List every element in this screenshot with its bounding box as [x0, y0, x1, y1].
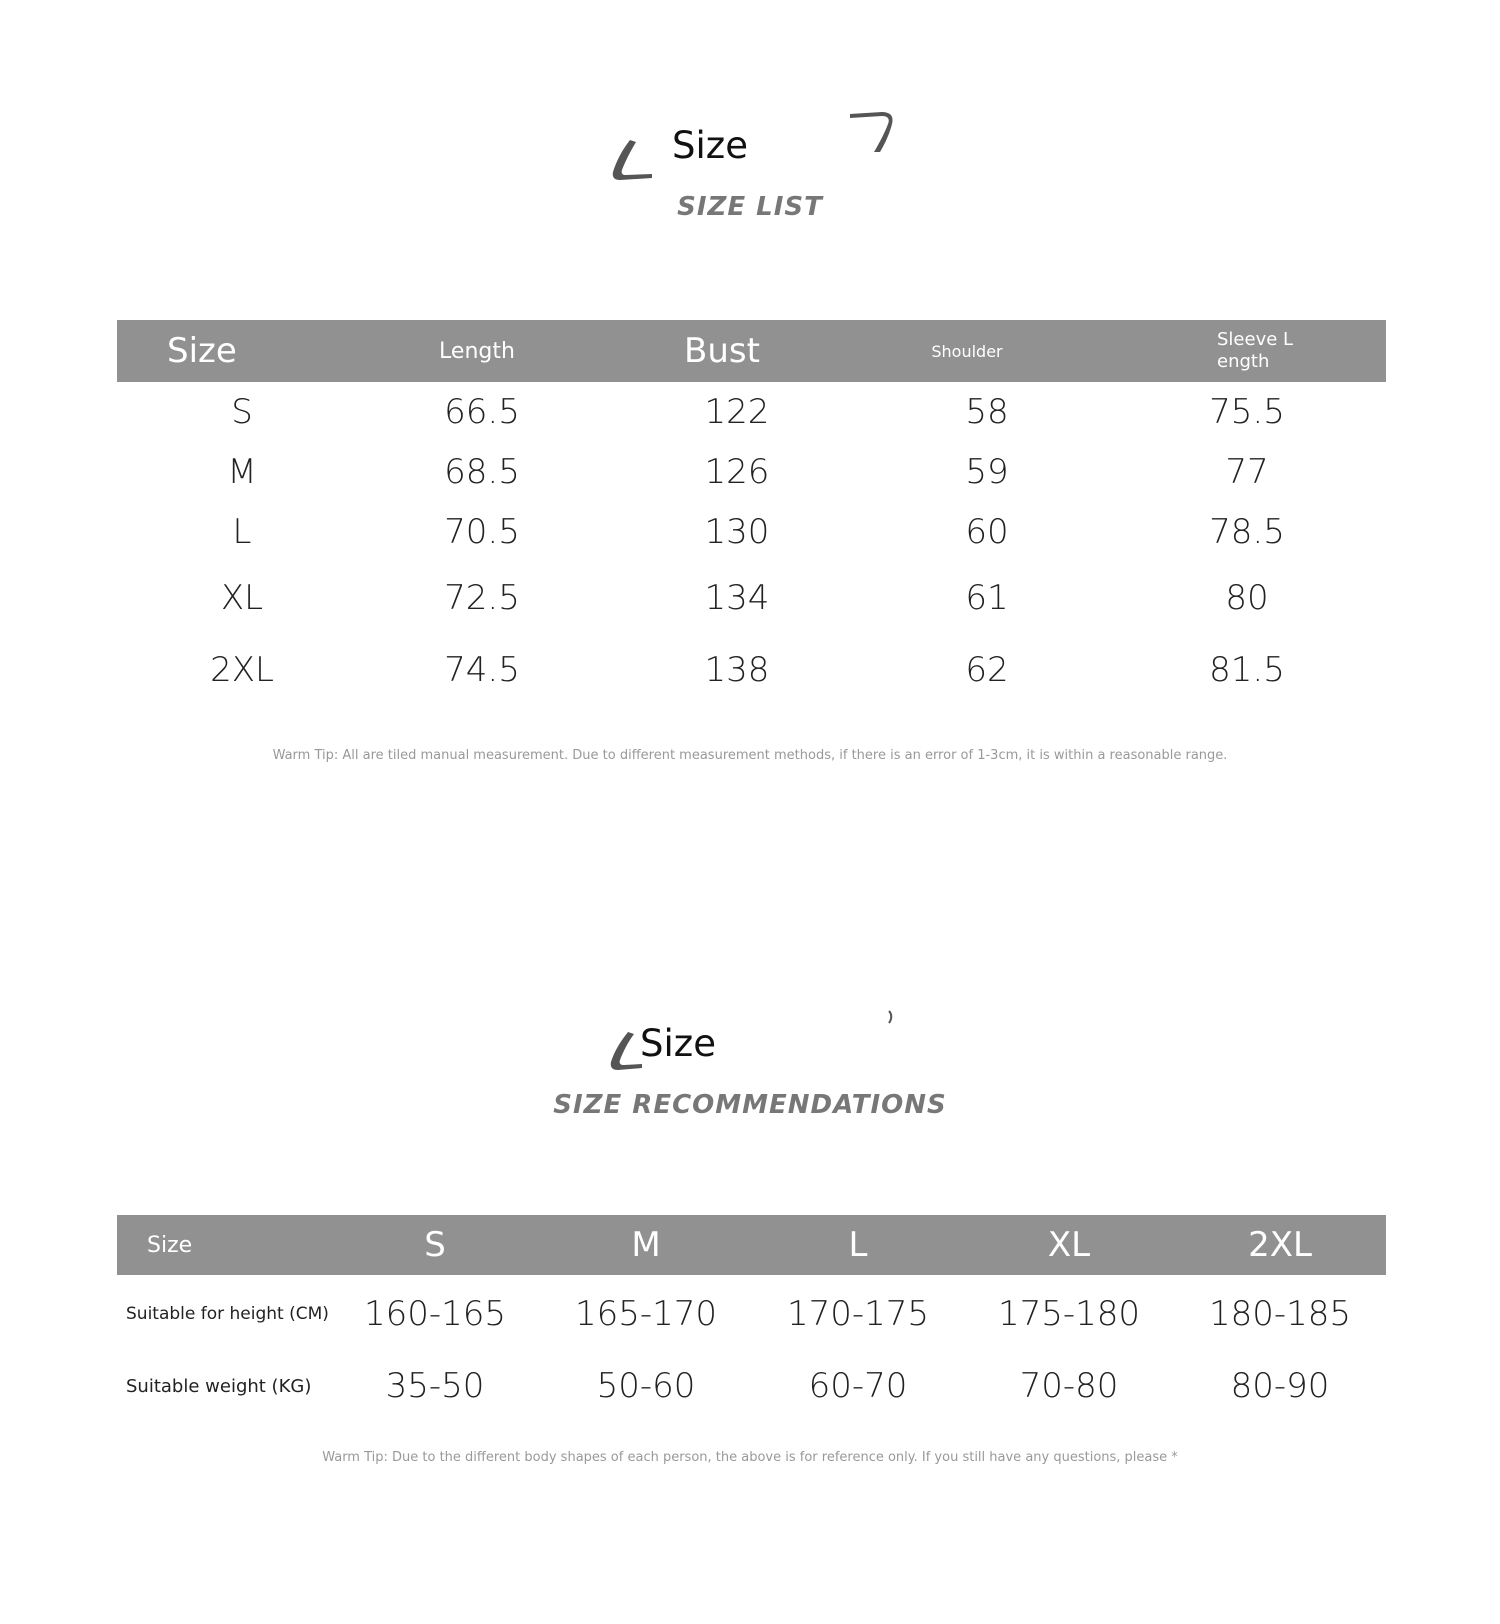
header-size-l: L: [848, 1225, 868, 1265]
header-shoulder: Shoulder: [931, 341, 1003, 361]
header-sleeve-line2: ength: [1217, 351, 1270, 372]
cell-length: 74.5: [444, 650, 520, 690]
size-list-table: [117, 320, 1386, 700]
cell-weight: 50-60: [596, 1366, 696, 1406]
cell-bust: 126: [704, 452, 770, 492]
cell-shoulder: 60: [965, 512, 1009, 552]
size-recommendations-title: Size: [640, 1022, 716, 1065]
cell-sleeve: 78.5: [1209, 512, 1285, 552]
header-sleeve-length: [1217, 320, 1337, 382]
table-row: [117, 504, 1386, 560]
row-label-weight: Suitable weight (KG): [126, 1375, 312, 1397]
cell-height: 160-165: [363, 1294, 507, 1334]
cell-size: XL: [220, 578, 264, 618]
header-size-s: S: [424, 1225, 446, 1265]
cell-weight: 70-80: [1019, 1366, 1119, 1406]
table-row: [117, 1355, 1386, 1417]
cell-shoulder: 59: [965, 452, 1009, 492]
cell-length: 68.5: [444, 452, 520, 492]
cell-weight: 35-50: [385, 1366, 485, 1406]
left-bracket-icon: [608, 138, 656, 184]
cell-sleeve: 75.5: [1209, 392, 1285, 432]
size-recommendations-table: [117, 1215, 1386, 1435]
cell-height: 165-170: [574, 1294, 718, 1334]
cell-shoulder: 58: [965, 392, 1009, 432]
size-recommendations-tip: Warm Tip: Due to the different body shapes of each person, the above is for reference only. If you still have any questions, please *: [322, 1450, 1178, 1465]
size-list-subtitle: SIZE LIST: [677, 192, 823, 222]
cell-weight: 80-90: [1230, 1366, 1330, 1406]
cell-bust: 138: [704, 650, 770, 690]
cell-shoulder: 61: [965, 578, 1009, 618]
size-recommendations-subtitle: SIZE RECOMMENDATIONS: [553, 1090, 947, 1120]
header-sleeve-line1: Sleeve L: [1217, 329, 1294, 350]
header-size-2xl: 2XL: [1248, 1225, 1312, 1265]
size-recommendations-title-block: [0, 1000, 1500, 1190]
cell-length: 72.5: [444, 578, 520, 618]
recommendations-header: [117, 1215, 1386, 1275]
cell-sleeve: 80: [1225, 578, 1269, 618]
size-list-title: Size: [672, 124, 748, 167]
cell-size: S: [231, 392, 253, 432]
cell-size: L: [232, 512, 252, 552]
cell-bust: 134: [704, 578, 770, 618]
cell-bust: 122: [704, 392, 770, 432]
row-label-height: Suitable for height (CM): [126, 1304, 329, 1324]
cell-bust: 130: [704, 512, 770, 552]
cell-height: 170-175: [786, 1294, 930, 1334]
table-row: [117, 444, 1386, 500]
header-size: Size: [147, 1232, 193, 1258]
size-list-tip: Warm Tip: All are tiled manual measurement. Due to different measurement methods, if there is an error of 1-3cm, it is within a reasonable range.: [272, 748, 1228, 763]
size-list-header: [117, 320, 1386, 382]
cell-height: 180-185: [1208, 1294, 1352, 1334]
size-list-title-block: [0, 100, 1500, 290]
cell-shoulder: 62: [965, 650, 1009, 690]
right-bracket-icon: [848, 112, 894, 156]
cell-weight: 60-70: [808, 1366, 908, 1406]
cell-height: 175-180: [997, 1294, 1141, 1334]
header-length: Length: [439, 338, 515, 364]
cell-sleeve: 81.5: [1209, 650, 1285, 690]
cell-sleeve: 77: [1225, 452, 1269, 492]
header-size-m: M: [631, 1225, 661, 1265]
cell-length: 66.5: [444, 392, 520, 432]
table-row: [117, 640, 1386, 700]
header-size-xl: XL: [1047, 1225, 1091, 1265]
right-bracket-icon: [888, 1010, 894, 1024]
header-size: Size: [167, 331, 237, 371]
cell-length: 70.5: [444, 512, 520, 552]
table-row: [117, 384, 1386, 440]
table-row: [117, 568, 1386, 628]
header-bust: Bust: [684, 331, 760, 371]
cell-size: 2XL: [210, 650, 274, 690]
table-row: [117, 1283, 1386, 1345]
cell-size: M: [227, 452, 257, 492]
